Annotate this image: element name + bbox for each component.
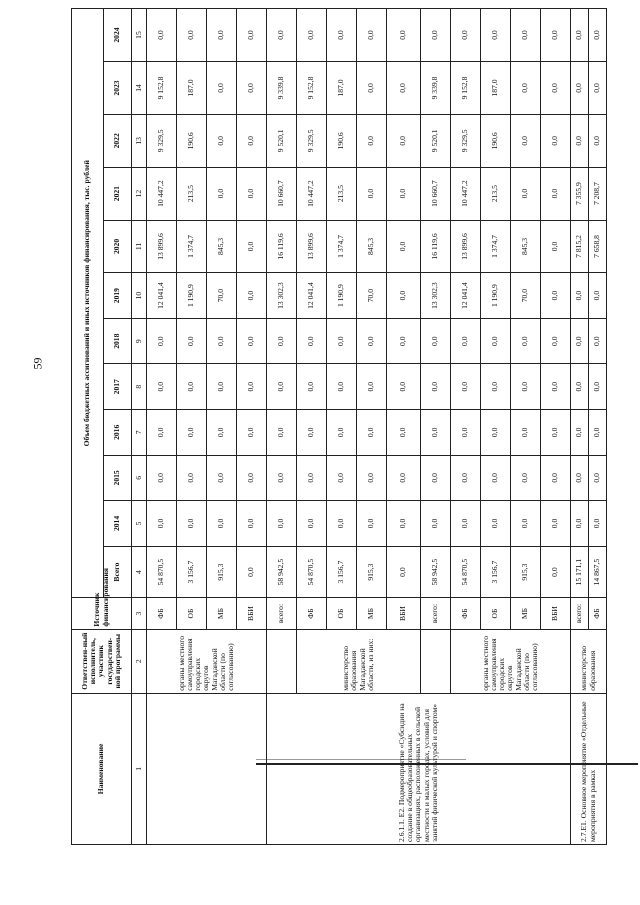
value-cell: 187,0 <box>481 62 511 115</box>
header-year-2015: 2015 <box>104 455 132 501</box>
value-cell: 0,0 <box>511 364 541 410</box>
value-cell: 7 355,9 <box>571 167 589 220</box>
value-cell: 915,3 <box>357 546 387 598</box>
value-cell: 10 447,2 <box>297 167 327 220</box>
value-cell: 0,0 <box>387 9 421 62</box>
value-cell: 0,0 <box>451 364 481 410</box>
value-cell: 10 660,7 <box>267 167 297 220</box>
value-cell: 0,0 <box>357 410 387 456</box>
header-year-2020: 2020 <box>104 220 132 273</box>
rotated-table-stage <box>71 8 602 845</box>
table-row-total <box>267 9 297 845</box>
value-cell: 0,0 <box>327 501 357 547</box>
value-cell: 0,0 <box>237 318 267 364</box>
header-executor: Ответствен-ный исполнитель, участник государствен-ной программы <box>72 629 132 693</box>
value-cell: 54 870,5 <box>147 546 177 598</box>
value-cell: 0,0 <box>237 167 267 220</box>
value-cell: 0,0 <box>511 62 541 115</box>
table-row-total <box>571 9 589 845</box>
value-cell: 0,0 <box>207 501 237 547</box>
value-cell: 0,0 <box>421 9 451 62</box>
value-cell: 0,0 <box>327 410 357 456</box>
header-volume: Объем бюджетных ассигнований и иных источников финансирования, тыс. рублей <box>72 9 104 599</box>
value-cell: 187,0 <box>327 62 357 115</box>
executor-cell: министерство образования Магаданской области, из них: <box>297 629 421 693</box>
source-cell: ВБИ <box>387 598 421 629</box>
value-cell: 9 152,8 <box>147 62 177 115</box>
value-cell: 0,0 <box>421 410 451 456</box>
value-cell: 0,0 <box>387 364 421 410</box>
executor-cell-empty <box>421 629 451 693</box>
total-label-cell: всего: <box>267 598 297 629</box>
value-cell: 0,0 <box>481 455 511 501</box>
value-cell: 0,0 <box>387 410 421 456</box>
value-cell: 9 339,8 <box>267 62 297 115</box>
header-name: Наименование <box>72 693 132 844</box>
value-cell: 0,0 <box>451 9 481 62</box>
value-cell: 0,0 <box>589 273 607 319</box>
value-cell: 3 156,7 <box>481 546 511 598</box>
column-number-row <box>132 9 147 845</box>
source-cell: ФБ <box>451 598 481 629</box>
value-cell: 0,0 <box>207 62 237 115</box>
value-cell: 0,0 <box>541 220 571 273</box>
value-cell: 10 447,2 <box>147 167 177 220</box>
value-cell: 0,0 <box>237 410 267 456</box>
value-cell: 12 041,4 <box>297 273 327 319</box>
value-cell: 0,0 <box>237 9 267 62</box>
value-cell: 9 520,1 <box>267 114 297 167</box>
value-cell: 0,0 <box>481 318 511 364</box>
value-cell: 0,0 <box>207 455 237 501</box>
value-cell: 0,0 <box>357 501 387 547</box>
value-cell: 0,0 <box>541 501 571 547</box>
value-cell: 213,5 <box>327 167 357 220</box>
value-cell: 0,0 <box>451 318 481 364</box>
source-cell: ОБ <box>481 598 511 629</box>
value-cell: 0,0 <box>207 364 237 410</box>
value-cell: 0,0 <box>571 9 589 62</box>
value-cell: 0,0 <box>327 455 357 501</box>
value-cell: 13 899,6 <box>147 220 177 273</box>
value-cell: 0,0 <box>589 364 607 410</box>
value-cell: 9 339,8 <box>421 62 451 115</box>
funding-table-body <box>72 9 607 845</box>
value-cell: 0,0 <box>177 318 207 364</box>
value-cell: 0,0 <box>387 220 421 273</box>
value-cell: 16 119,6 <box>267 220 297 273</box>
value-cell: 0,0 <box>421 364 451 410</box>
value-cell: 915,3 <box>207 546 237 598</box>
value-cell: 213,5 <box>481 167 511 220</box>
value-cell: 9 329,5 <box>297 114 327 167</box>
value-cell: 213,5 <box>177 167 207 220</box>
value-cell: 0,0 <box>541 364 571 410</box>
value-cell: 54 870,5 <box>297 546 327 598</box>
value-cell: 0,0 <box>207 410 237 456</box>
total-label-cell: всего: <box>571 598 589 629</box>
value-cell: 1 190,9 <box>327 273 357 319</box>
value-cell: 7 658,8 <box>589 220 607 273</box>
value-cell: 0,0 <box>387 318 421 364</box>
value-cell: 0,0 <box>237 114 267 167</box>
value-cell: 0,0 <box>451 455 481 501</box>
value-cell: 0,0 <box>541 273 571 319</box>
value-cell: 1 374,7 <box>177 220 207 273</box>
source-cell: МБ <box>511 598 541 629</box>
value-cell: 0,0 <box>207 167 237 220</box>
column-number: 13 <box>132 114 147 167</box>
header-year-2017: 2017 <box>104 364 132 410</box>
value-cell: 0,0 <box>481 9 511 62</box>
value-cell: 0,0 <box>541 410 571 456</box>
value-cell: 0,0 <box>237 273 267 319</box>
value-cell: 0,0 <box>481 410 511 456</box>
value-cell: 13 899,6 <box>297 220 327 273</box>
value-cell: 7 208,7 <box>589 167 607 220</box>
column-number: 3 <box>132 598 147 629</box>
value-cell: 9 329,5 <box>147 114 177 167</box>
header-total: Всего <box>104 546 132 598</box>
header-year-2022: 2022 <box>104 114 132 167</box>
value-cell: 0,0 <box>589 455 607 501</box>
source-cell: ФБ <box>297 598 327 629</box>
value-cell: 0,0 <box>451 501 481 547</box>
value-cell: 845,3 <box>357 220 387 273</box>
value-cell: 0,0 <box>571 455 589 501</box>
column-number: 11 <box>132 220 147 273</box>
value-cell: 190,6 <box>327 114 357 167</box>
value-cell: 0,0 <box>481 501 511 547</box>
executor-cell: органы местного самоуправления городских округов Магаданской области (по согласованию) <box>451 629 571 693</box>
value-cell: 0,0 <box>571 273 589 319</box>
header-source: Источник финансирования <box>72 598 132 629</box>
value-cell: 0,0 <box>267 364 297 410</box>
value-cell: 0,0 <box>207 114 237 167</box>
value-cell: 1 190,9 <box>481 273 511 319</box>
value-cell: 0,0 <box>147 410 177 456</box>
value-cell: 0,0 <box>511 455 541 501</box>
source-cell: ФБ <box>147 598 177 629</box>
value-cell: 3 156,7 <box>327 546 357 598</box>
value-cell: 190,6 <box>177 114 207 167</box>
source-cell: МБ <box>207 598 237 629</box>
value-cell: 0,0 <box>387 62 421 115</box>
value-cell: 9 152,8 <box>297 62 327 115</box>
value-cell: 0,0 <box>451 410 481 456</box>
table-row <box>147 9 177 845</box>
source-cell: ВБИ <box>237 598 267 629</box>
source-cell: ФБ <box>589 598 607 629</box>
value-cell: 54 870,5 <box>451 546 481 598</box>
executor-cell-empty <box>267 629 297 693</box>
value-cell: 9 152,8 <box>451 62 481 115</box>
value-cell: 0,0 <box>297 455 327 501</box>
value-cell: 15 171,1 <box>571 546 589 598</box>
column-number: 6 <box>132 455 147 501</box>
value-cell: 0,0 <box>589 501 607 547</box>
value-cell: 13 899,6 <box>451 220 481 273</box>
value-cell: 0,0 <box>387 455 421 501</box>
value-cell: 0,0 <box>357 364 387 410</box>
value-cell: 0,0 <box>177 410 207 456</box>
value-cell: 0,0 <box>297 318 327 364</box>
value-cell: 0,0 <box>387 546 421 598</box>
value-cell: 3 156,7 <box>177 546 207 598</box>
value-cell: 0,0 <box>237 364 267 410</box>
value-cell: 0,0 <box>357 318 387 364</box>
value-cell: 0,0 <box>177 455 207 501</box>
column-number: 8 <box>132 364 147 410</box>
value-cell: 0,0 <box>207 318 237 364</box>
header-year-2014: 2014 <box>104 501 132 547</box>
value-cell: 0,0 <box>267 455 297 501</box>
value-cell: 0,0 <box>177 501 207 547</box>
source-cell: ОБ <box>177 598 207 629</box>
value-cell: 0,0 <box>237 220 267 273</box>
value-cell: 845,3 <box>207 220 237 273</box>
header-year-2018: 2018 <box>104 318 132 364</box>
value-cell: 0,0 <box>357 167 387 220</box>
value-cell: 0,0 <box>177 9 207 62</box>
value-cell: 0,0 <box>589 318 607 364</box>
value-cell: 0,0 <box>589 62 607 115</box>
value-cell: 12 041,4 <box>147 273 177 319</box>
value-cell: 845,3 <box>511 220 541 273</box>
value-cell: 9 520,1 <box>421 114 451 167</box>
value-cell: 0,0 <box>147 318 177 364</box>
value-cell: 0,0 <box>267 501 297 547</box>
activity-name-cell: 2.7.Е1. Основное мероприятие «Отдельные мероприятия в рамках <box>571 693 607 844</box>
header-year-2021: 2021 <box>104 167 132 220</box>
value-cell: 13 302,3 <box>267 273 297 319</box>
value-cell: 0,0 <box>357 9 387 62</box>
value-cell: 0,0 <box>541 167 571 220</box>
column-number: 15 <box>132 9 147 62</box>
value-cell: 0,0 <box>571 410 589 456</box>
value-cell: 0,0 <box>541 62 571 115</box>
value-cell: 1 374,7 <box>327 220 357 273</box>
value-cell: 0,0 <box>511 410 541 456</box>
total-label-cell: всего: <box>421 598 451 629</box>
value-cell: 0,0 <box>511 114 541 167</box>
value-cell: 10 447,2 <box>451 167 481 220</box>
value-cell: 0,0 <box>589 114 607 167</box>
value-cell: 7 815,2 <box>571 220 589 273</box>
value-cell: 0,0 <box>267 318 297 364</box>
value-cell: 0,0 <box>207 9 237 62</box>
value-cell: 0,0 <box>267 9 297 62</box>
value-cell: 1 374,7 <box>481 220 511 273</box>
value-cell: 0,0 <box>237 62 267 115</box>
header-row-1 <box>72 9 104 845</box>
value-cell: 0,0 <box>297 364 327 410</box>
header-year-2016: 2016 <box>104 410 132 456</box>
funding-table <box>71 8 607 845</box>
column-number: 14 <box>132 62 147 115</box>
value-cell: 58 942,5 <box>267 546 297 598</box>
value-cell: 70,0 <box>207 273 237 319</box>
value-cell: 0,0 <box>589 9 607 62</box>
column-number: 1 <box>132 693 147 844</box>
value-cell: 0,0 <box>511 9 541 62</box>
page-number: 59 <box>30 357 45 370</box>
column-number: 9 <box>132 318 147 364</box>
column-number: 4 <box>132 546 147 598</box>
value-cell: 9 329,5 <box>451 114 481 167</box>
column-number: 10 <box>132 273 147 319</box>
value-cell: 0,0 <box>387 114 421 167</box>
activity-name-cell: 2.6.1.1. Е2. Подмероприятие «Субсидии на создание в общеобразовательных организациях, расположенных в сельской местности и малых городах, условий для занятий физической культурой и спортом» <box>267 693 571 844</box>
value-cell: 14 867,5 <box>589 546 607 598</box>
value-cell: 0,0 <box>297 410 327 456</box>
value-cell: 0,0 <box>571 62 589 115</box>
header-year-2024: 2024 <box>104 9 132 62</box>
value-cell: 0,0 <box>541 455 571 501</box>
column-number: 7 <box>132 410 147 456</box>
value-cell: 0,0 <box>511 501 541 547</box>
executor-cell: министерство образования <box>571 629 607 693</box>
value-cell: 0,0 <box>571 364 589 410</box>
value-cell: 16 119,6 <box>421 220 451 273</box>
value-cell: 0,0 <box>327 9 357 62</box>
value-cell: 0,0 <box>327 318 357 364</box>
column-number: 5 <box>132 501 147 547</box>
value-cell: 13 302,3 <box>421 273 451 319</box>
source-cell: ОБ <box>327 598 357 629</box>
value-cell: 0,0 <box>421 501 451 547</box>
value-cell: 0,0 <box>357 62 387 115</box>
value-cell: 0,0 <box>541 546 571 598</box>
value-cell: 187,0 <box>177 62 207 115</box>
value-cell: 0,0 <box>147 364 177 410</box>
column-number: 12 <box>132 167 147 220</box>
value-cell: 0,0 <box>387 273 421 319</box>
value-cell: 0,0 <box>541 114 571 167</box>
value-cell: 0,0 <box>387 501 421 547</box>
value-cell: 0,0 <box>571 318 589 364</box>
value-cell: 0,0 <box>541 318 571 364</box>
value-cell: 0,0 <box>177 364 207 410</box>
value-cell: 12 041,4 <box>451 273 481 319</box>
value-cell: 0,0 <box>327 364 357 410</box>
value-cell: 0,0 <box>387 167 421 220</box>
name-cell-empty <box>147 693 267 844</box>
value-cell: 0,0 <box>571 114 589 167</box>
source-cell: МБ <box>357 598 387 629</box>
value-cell: 0,0 <box>297 9 327 62</box>
value-cell: 70,0 <box>357 273 387 319</box>
value-cell: 58 942,5 <box>421 546 451 598</box>
value-cell: 0,0 <box>421 318 451 364</box>
value-cell: 915,3 <box>511 546 541 598</box>
value-cell: 190,6 <box>481 114 511 167</box>
value-cell: 0,0 <box>571 501 589 547</box>
value-cell: 1 190,9 <box>177 273 207 319</box>
value-cell: 0,0 <box>357 114 387 167</box>
value-cell: 0,0 <box>237 501 267 547</box>
value-cell: 0,0 <box>511 318 541 364</box>
value-cell: 70,0 <box>511 273 541 319</box>
value-cell: 10 660,7 <box>421 167 451 220</box>
value-cell: 0,0 <box>237 455 267 501</box>
header-year-2023: 2023 <box>104 62 132 115</box>
executor-cell: органы местного самоуправления городских округов Магаданской области (по согласованию) <box>147 629 267 693</box>
value-cell: 0,0 <box>147 455 177 501</box>
value-cell: 0,0 <box>421 455 451 501</box>
value-cell: 0,0 <box>267 410 297 456</box>
value-cell: 0,0 <box>147 9 177 62</box>
column-number: 2 <box>132 629 147 693</box>
value-cell: 0,0 <box>589 410 607 456</box>
header-year-2019: 2019 <box>104 273 132 319</box>
source-cell: ВБИ <box>541 598 571 629</box>
value-cell: 0,0 <box>357 455 387 501</box>
value-cell: 0,0 <box>147 501 177 547</box>
value-cell: 0,0 <box>541 9 571 62</box>
value-cell: 0,0 <box>237 546 267 598</box>
value-cell: 0,0 <box>481 364 511 410</box>
value-cell: 0,0 <box>297 501 327 547</box>
value-cell: 0,0 <box>511 167 541 220</box>
